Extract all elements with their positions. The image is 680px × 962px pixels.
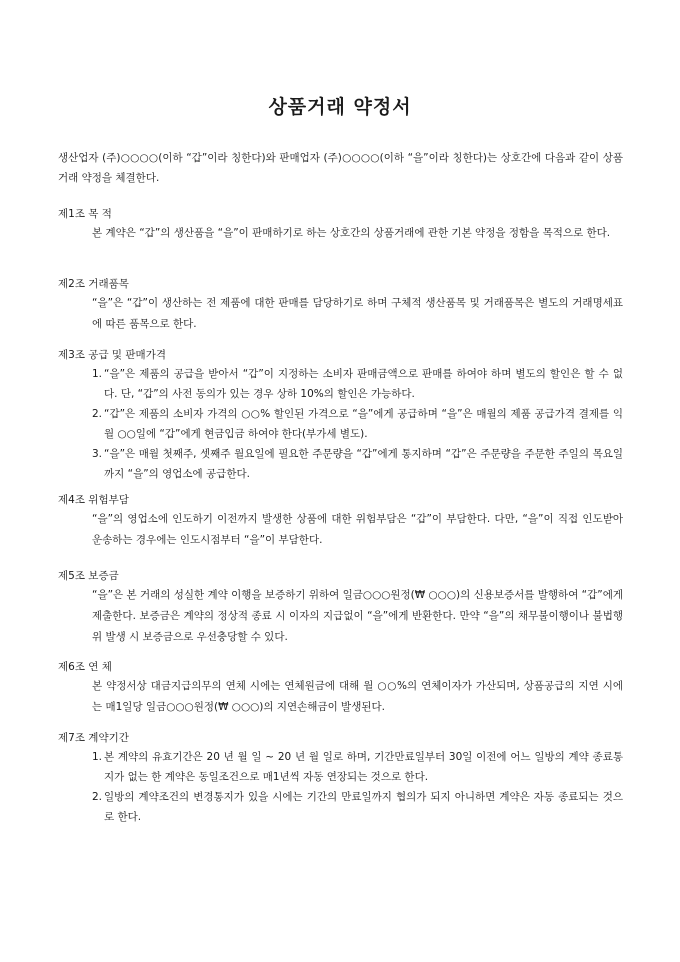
list-item-text: 본 계약의 유효기간은 20 년 월 일 ~ 20 년 월 일로 하며, 기간만료일부터 30일 이전에 어느 일방의 계약 종료통지가 없는 한 계약은 동일조건으로 매1년씩 자동 연장되는 것으로 한다.	[104, 751, 623, 783]
article-1	[58, 205, 623, 244]
intro-paragraph: 생산업자 (주)○○○○(이하 “갑”이라 칭한다)와 판매업자 (주)○○○○(이하 “을”이라 칭한다)는 상호간에 다음과 같이 상품거래 약정을 체결한다.	[58, 152, 623, 184]
list-item	[58, 404, 623, 444]
list-item-text: 일방의 계약조건의 변경통지가 있을 시에는 기간의 만료일까지 협의가 되지 아니하면 계약은 자동 종료되는 것으로 한다.	[104, 791, 623, 823]
article-list	[58, 747, 623, 827]
article-heading: 제3조 공급 및 판매가격	[58, 349, 166, 361]
article-body: “을”은 본 거래의 성실한 계약 이행을 보증하기 위하여 일금○○○원정(₩ ○○○)의 신용보증서를 발행하여 “갑”에게 제출한다. 보증금은 계약의 정상적 종료 시 이자의 지급없이 “을”에게 반환한다. 만약 “을”의 채무불이행이나 불법행위 발생 시 보증금으로 우선충당할 수 있다.	[92, 589, 623, 643]
list-item	[58, 747, 623, 787]
list-item-number: 2.	[92, 408, 103, 420]
article-3	[58, 346, 623, 484]
list-item-number: 2.	[92, 791, 103, 803]
list-item	[58, 787, 623, 827]
list-item-text: “을”은 제품의 공급을 받아서 “갑”이 지정하는 소비자 판매금액으로 판매를 하여야 하며 별도의 할인은 할 수 없다. 단, “갑”의 사전 동의가 있는 경우 상하 10%의 할인은 가능하다.	[104, 368, 623, 400]
article-body: “을”은 “갑”이 생산하는 전 제품에 대한 판매를 담당하기로 하며 구체적 생산품목 및 거래품목은 별도의 거래명세표에 따른 품목으로 한다.	[92, 297, 623, 330]
article-heading: 제5조 보증금	[58, 570, 119, 582]
article-4	[58, 491, 623, 551]
article-6	[58, 658, 623, 718]
list-item-number: 1.	[92, 368, 103, 380]
article-7	[58, 729, 623, 827]
list-item	[58, 444, 623, 484]
article-2	[58, 275, 623, 335]
document-title: 상품거래 약정서	[268, 96, 412, 118]
article-heading: 제2조 거래품목	[58, 278, 129, 290]
article-list	[58, 364, 623, 484]
article-heading: 제4조 위험부담	[58, 494, 129, 506]
article-body: “을”의 영업소에 인도하기 이전까지 발생한 상품에 대한 위험부담은 “갑”이 부담한다. 다만, “을”이 직접 인도받아 운송하는 경우에는 인도시점부터 “을”이 부담한다.	[92, 513, 623, 546]
article-heading: 제6조 연 체	[58, 661, 112, 673]
article-heading: 제1조 목 적	[58, 208, 112, 220]
list-item-number: 3.	[92, 448, 103, 460]
article-5	[58, 567, 623, 648]
list-item	[58, 364, 623, 404]
article-body: 본 약정서상 대금지급의무의 연체 시에는 연체원금에 대해 월 ○○%의 연체이자가 가산되며, 상품공급의 지연 시에는 매1일당 일금○○○원정(₩ ○○○)의 지연손해금이 발생된다.	[92, 680, 623, 713]
article-body: 본 계약은 “갑”의 생산품을 “을”이 판매하기로 하는 상호간의 상품거래에 관한 기본 약정을 정함을 목적으로 한다.	[92, 227, 611, 239]
article-heading: 제7조 계약기간	[58, 732, 129, 744]
list-item-text: “을”은 매월 첫째주, 셋째주 월요일에 필요한 주문량을 “갑”에게 통지하며 “갑”은 주문량을 주문한 주일의 목요일까지 “을”의 영업소에 공급한다.	[104, 448, 623, 480]
list-item-text: “갑”은 제품의 소비자 가격의 ○○% 할인된 가격으로 “을”에게 공급하며 “을”은 매월의 제품 공급가격 결제를 익월 ○○일에 “갑”에게 현금입금 하여야 한다(부가세 별도).	[104, 408, 623, 440]
list-item-number: 1.	[92, 751, 103, 763]
